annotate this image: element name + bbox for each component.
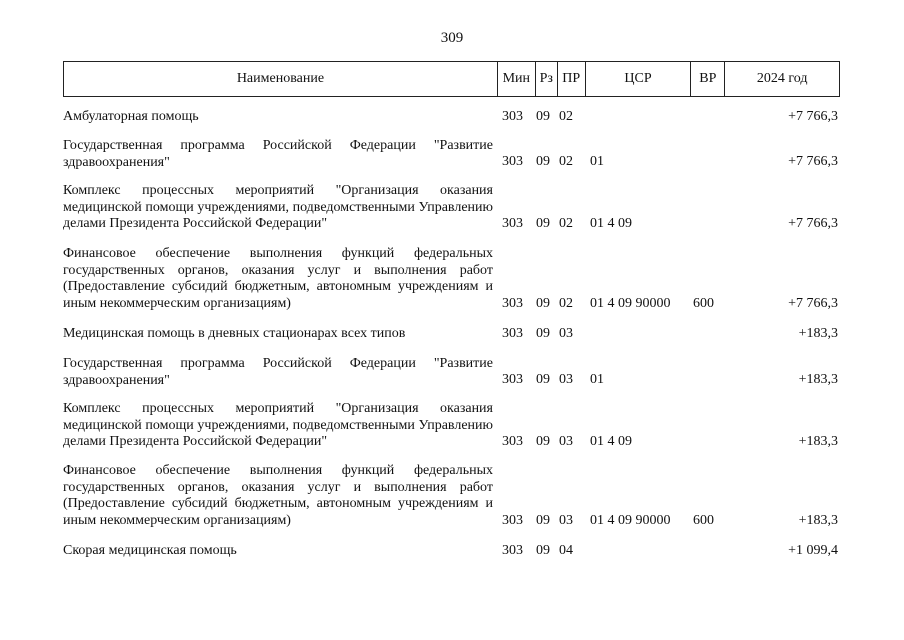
row-pr: 04 bbox=[559, 543, 573, 558]
header-name: Наименование bbox=[64, 62, 498, 96]
table-row bbox=[0, 543, 904, 560]
row-amount: +183,3 bbox=[798, 372, 838, 387]
row-name: Комплекс процессных мероприятий "Организация оказания медицинской помощи учреждениями, подведомственными Управлению делами Президента Российской Федерации" bbox=[63, 183, 493, 231]
row-pr: 02 bbox=[559, 154, 573, 169]
row-pr: 03 bbox=[559, 434, 573, 449]
row-pr: 02 bbox=[559, 109, 573, 124]
row-rz: 09 bbox=[536, 326, 550, 341]
row-rz: 09 bbox=[536, 216, 550, 231]
row-csr: 01 bbox=[590, 372, 604, 387]
row-vr: 600 bbox=[693, 296, 714, 311]
row-rz: 09 bbox=[536, 372, 550, 387]
row-rz: 09 bbox=[536, 513, 550, 528]
row-amount: +183,3 bbox=[798, 326, 838, 341]
row-min: 303 bbox=[502, 154, 523, 169]
row-name: Скорая медицинская помощь bbox=[63, 543, 237, 558]
row-amount: +183,3 bbox=[798, 434, 838, 449]
table-row bbox=[0, 401, 904, 451]
row-rz: 09 bbox=[536, 154, 550, 169]
row-rz: 09 bbox=[536, 109, 550, 124]
row-name: Медицинская помощь в дневных стационарах всех типов bbox=[63, 326, 406, 341]
row-name: Финансовое обеспечение выполнения функций федеральных государственных органов, оказания услуг и выполнения работ (Предоставление субсидий бюджетным, автономным учреждениям и иным некоммерческим организациям) bbox=[63, 463, 493, 528]
row-rz: 09 bbox=[536, 543, 550, 558]
row-csr: 01 4 09 90000 bbox=[590, 513, 671, 528]
header-rz: Рз bbox=[536, 62, 558, 96]
table-row bbox=[0, 109, 904, 126]
row-csr: 01 4 09 bbox=[590, 216, 632, 231]
row-rz: 09 bbox=[536, 434, 550, 449]
row-name: Финансовое обеспечение выполнения функций федеральных государственных органов, оказания услуг и выполнения работ (Предоставление субсидий бюджетным, автономным учреждениям и иным некоммерческим организациям) bbox=[63, 246, 493, 311]
table-row bbox=[0, 246, 904, 312]
row-amount: +183,3 bbox=[798, 513, 838, 528]
header-csr: ЦСР bbox=[586, 62, 692, 96]
header-min: Мин bbox=[498, 62, 536, 96]
row-min: 303 bbox=[502, 296, 523, 311]
row-name: Государственная программа Российской Федерации "Развитие здравоохранения" bbox=[63, 138, 493, 170]
table-row bbox=[0, 183, 904, 233]
row-min: 303 bbox=[502, 372, 523, 387]
row-pr: 03 bbox=[559, 326, 573, 341]
row-vr: 600 bbox=[693, 513, 714, 528]
table-row bbox=[0, 326, 904, 343]
row-min: 303 bbox=[502, 216, 523, 231]
table-row bbox=[0, 463, 904, 529]
row-amount: +7 766,3 bbox=[788, 296, 838, 311]
row-min: 303 bbox=[502, 326, 523, 341]
row-pr: 03 bbox=[559, 513, 573, 528]
page-number: 309 bbox=[440, 30, 464, 46]
header-pr: ПР bbox=[558, 62, 586, 96]
header-year: 2024 год bbox=[756, 71, 808, 86]
row-pr: 02 bbox=[559, 216, 573, 231]
table-header bbox=[63, 61, 840, 97]
row-name: Амбулаторная помощь bbox=[63, 109, 199, 124]
row-pr: 03 bbox=[559, 372, 573, 387]
row-name: Государственная программа Российской Федерации "Развитие здравоохранения" bbox=[63, 356, 493, 388]
row-amount: +1 099,4 bbox=[788, 543, 838, 558]
header-vr: ВР bbox=[691, 62, 725, 96]
row-csr: 01 bbox=[590, 154, 604, 169]
row-name: Комплекс процессных мероприятий "Организация оказания медицинской помощи учреждениями, подведомственными Управлению делами Президента Российской Федерации" bbox=[63, 401, 493, 449]
row-amount: +7 766,3 bbox=[788, 216, 838, 231]
row-min: 303 bbox=[502, 109, 523, 124]
row-amount: +7 766,3 bbox=[788, 154, 838, 169]
row-pr: 02 bbox=[559, 296, 573, 311]
row-csr: 01 4 09 bbox=[590, 434, 632, 449]
table-row bbox=[0, 138, 904, 171]
row-min: 303 bbox=[502, 513, 523, 528]
row-csr: 01 4 09 90000 bbox=[590, 296, 671, 311]
row-min: 303 bbox=[502, 543, 523, 558]
row-amount: +7 766,3 bbox=[788, 109, 838, 124]
table-row bbox=[0, 356, 904, 389]
row-rz: 09 bbox=[536, 296, 550, 311]
row-min: 303 bbox=[502, 434, 523, 449]
